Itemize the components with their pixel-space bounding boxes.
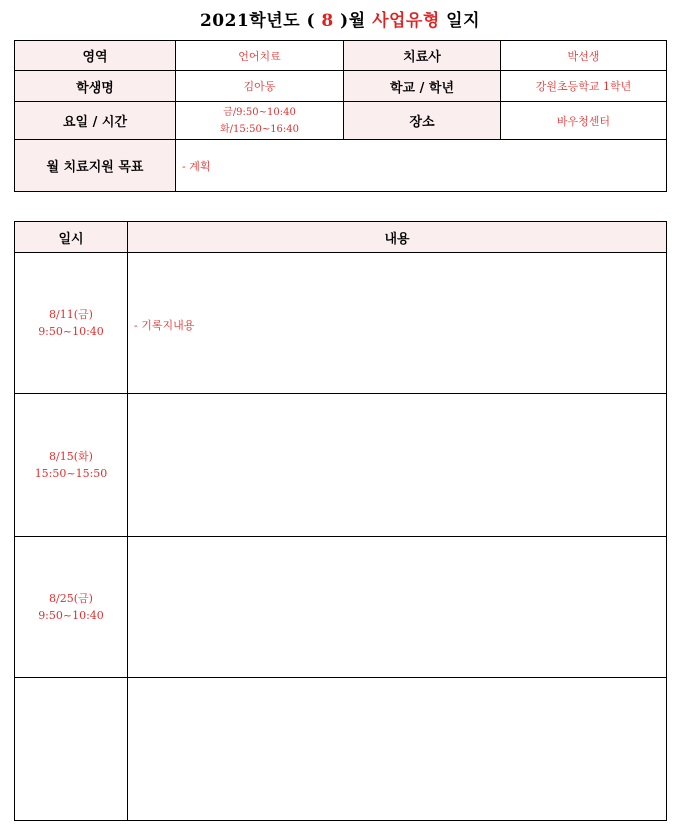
log-content-text: - 기록지내용 [134, 319, 195, 332]
school-value[interactable]: 강원초등학교 1학년 [501, 71, 667, 102]
student-value[interactable]: 김아동 [176, 71, 344, 102]
field-label: 영역 [15, 41, 176, 71]
school-label: 학교 / 학년 [344, 71, 501, 102]
time-value[interactable] [176, 102, 344, 140]
log-content-cell[interactable] [128, 537, 667, 678]
log-content-header: 내용 [128, 222, 667, 253]
log-date-cell[interactable] [15, 537, 128, 678]
log-content-cell[interactable] [128, 394, 667, 537]
table-row [15, 678, 667, 821]
log-date-cell[interactable] [15, 678, 128, 821]
log-date: 8/25(금) [49, 592, 93, 605]
therapist-value[interactable]: 박선생 [501, 41, 667, 71]
place-label: 장소 [344, 102, 501, 140]
log-time: 9:50~10:40 [38, 609, 104, 622]
time-value-line-1: 금/9:50~10:40 [223, 106, 296, 118]
log-date-header: 일시 [15, 222, 128, 253]
document-title [0, 6, 680, 31]
title-suffix: 일지 [439, 11, 481, 31]
title-prefix: 2021학년도 ( [199, 11, 315, 31]
table-row [15, 253, 667, 394]
place-value[interactable]: 바우청센터 [501, 102, 667, 140]
log-date: 8/11(금) [49, 308, 93, 321]
log-content-cell[interactable] [128, 678, 667, 821]
table-row [15, 394, 667, 537]
goal-label: 월 치료지원 목표 [15, 140, 176, 192]
table-row [15, 537, 667, 678]
log-date: 8/15(화) [49, 450, 93, 463]
log-table [14, 221, 667, 821]
title-month[interactable]: 8 [315, 11, 341, 31]
field-value[interactable]: 언어치료 [176, 41, 344, 71]
log-time: 9:50~10:40 [38, 325, 104, 338]
time-value-line-2: 화/15:50~16:40 [219, 123, 300, 135]
log-date-cell[interactable] [15, 253, 128, 394]
log-date-cell[interactable] [15, 394, 128, 537]
title-mid: )월 [340, 11, 373, 31]
goal-value[interactable]: - 계획 [176, 140, 667, 192]
time-label: 요일 / 시간 [15, 102, 176, 140]
log-time: 15:50~15:50 [34, 467, 108, 480]
therapist-label: 치료사 [344, 41, 501, 71]
title-program[interactable]: 사업유형 [372, 11, 440, 31]
log-content-cell[interactable] [128, 253, 667, 394]
info-table [14, 40, 667, 192]
student-label: 학생명 [15, 71, 176, 102]
